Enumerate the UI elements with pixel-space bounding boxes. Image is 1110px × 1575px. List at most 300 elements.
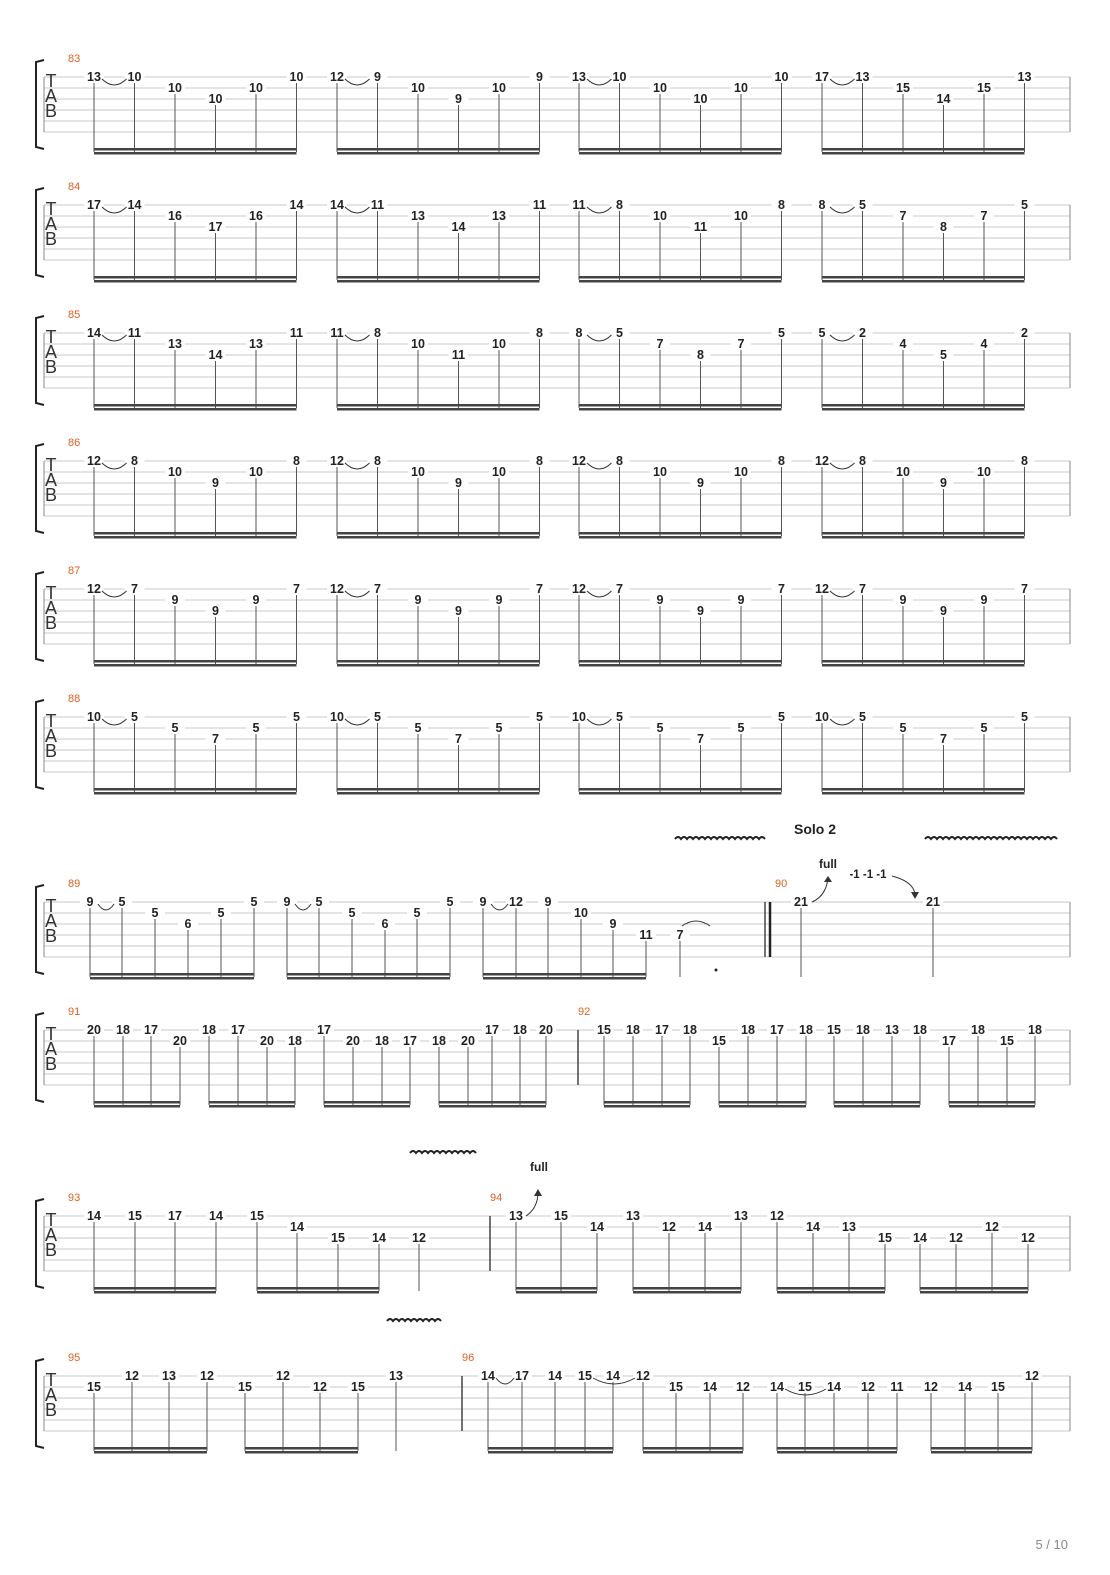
- fret-number: 9: [536, 70, 543, 84]
- tab-clef-letter: A: [44, 86, 58, 106]
- fret-number: 9: [940, 604, 947, 618]
- fret-number: 8: [536, 454, 543, 468]
- fret-number: 15: [597, 1023, 611, 1037]
- fret-number: 5: [217, 906, 225, 920]
- beam: [337, 536, 540, 539]
- fret-number: 8: [778, 454, 785, 468]
- fret-number: 12: [985, 1220, 999, 1234]
- tab-clef-letter: A: [44, 598, 58, 618]
- fret-number: 13: [885, 1023, 899, 1037]
- fret-number: 10: [127, 70, 142, 84]
- beam: [90, 973, 254, 976]
- fret-number: 7: [656, 337, 664, 351]
- fret-number: 7: [1021, 582, 1028, 596]
- fret-number: 20: [346, 1034, 360, 1048]
- fret-number: 14: [806, 1220, 820, 1234]
- beam: [287, 977, 450, 980]
- fret-number: 15: [578, 1369, 592, 1383]
- beam: [94, 532, 297, 535]
- beam: [516, 1291, 597, 1294]
- fret-number: 9: [544, 895, 552, 909]
- fret-number: 7: [536, 582, 543, 596]
- fret-number: 10: [492, 81, 506, 95]
- beam: [257, 1287, 379, 1290]
- fret-number: 8: [374, 454, 381, 468]
- fret-number: 12: [412, 1231, 426, 1245]
- system-bracket: [36, 700, 44, 789]
- fret-number: 13: [509, 1209, 523, 1223]
- fret-number: 5: [293, 710, 300, 724]
- beam: [822, 408, 1025, 411]
- fret-number: 9: [609, 917, 617, 931]
- fret-number: 7: [697, 732, 704, 746]
- fret-number: 14: [590, 1220, 604, 1234]
- fret-number: 8: [616, 454, 623, 468]
- beam: [337, 152, 540, 155]
- fret-number: 9: [697, 476, 704, 490]
- bend-release-label: -1 -1 -1: [849, 869, 887, 881]
- fret-number: 15: [351, 1380, 365, 1394]
- bend-arrow: [534, 1189, 542, 1196]
- fret-number: 10: [896, 465, 910, 479]
- fret-number: 14: [289, 198, 304, 212]
- fret-number: 15: [798, 1380, 812, 1394]
- fret-number: 5: [1021, 198, 1028, 212]
- fret-number: 18: [971, 1023, 985, 1037]
- fret-number: 14: [87, 1209, 101, 1223]
- beam: [94, 788, 297, 791]
- measure-number: 96: [462, 1352, 475, 1364]
- tab-clef-letter: T: [45, 327, 57, 347]
- tab-clef-letter: T: [45, 1210, 57, 1230]
- fret-number: 11: [532, 198, 547, 212]
- vibrato-mark: [387, 1319, 441, 1321]
- beam: [719, 1101, 806, 1104]
- fret-number: 10: [734, 209, 748, 223]
- beam: [516, 1287, 597, 1290]
- fret-number: 7: [859, 582, 866, 596]
- bend-label-full: full: [819, 857, 837, 871]
- slur: [102, 79, 127, 85]
- fret-number: 15: [128, 1209, 142, 1223]
- beam: [579, 532, 782, 535]
- tab-clef-letter: T: [45, 71, 57, 91]
- fret-number: 5: [131, 710, 138, 724]
- slur: [345, 719, 370, 725]
- tab-system: [36, 1319, 1070, 1454]
- fret-number: 20: [260, 1034, 274, 1048]
- fret-number: 15: [827, 1023, 841, 1037]
- tab-clef-letter: B: [44, 613, 58, 633]
- slur: [345, 207, 370, 213]
- slur: [102, 591, 127, 597]
- fret-number: 13: [389, 1369, 403, 1383]
- slur: [295, 904, 311, 910]
- beam: [337, 408, 540, 411]
- fret-number: 9: [495, 593, 503, 607]
- fret-number: 8: [293, 454, 300, 468]
- beam: [643, 1447, 743, 1450]
- fret-number: 8: [778, 198, 785, 212]
- fret-number: 8: [374, 326, 381, 340]
- fret-number: 13: [842, 1220, 856, 1234]
- fret-number: 5: [348, 906, 356, 920]
- tab-clef-letter: A: [44, 214, 58, 234]
- fret-number: 13: [1017, 70, 1032, 84]
- fret-number: 10: [653, 209, 667, 223]
- fret-number: 5: [118, 895, 126, 909]
- fret-number: 5: [252, 721, 260, 735]
- beam: [94, 276, 297, 279]
- tab-system: [36, 181, 1070, 283]
- beam: [245, 1451, 358, 1454]
- system-bracket: [36, 60, 44, 149]
- beam: [931, 1451, 1032, 1454]
- fret-number: 10: [653, 465, 667, 479]
- slur: [345, 591, 370, 597]
- fret-number: 16: [249, 209, 263, 223]
- beam: [337, 792, 540, 795]
- measure-number: 88: [68, 693, 81, 705]
- beam: [324, 1105, 410, 1108]
- fret-number: 13: [87, 70, 101, 84]
- tab-clef-letter: T: [45, 583, 57, 603]
- fret-number: 12: [200, 1369, 214, 1383]
- beam: [94, 152, 297, 155]
- beam: [822, 152, 1025, 155]
- fret-number: 15: [1000, 1034, 1014, 1048]
- tab-clef-letter: A: [44, 1039, 58, 1059]
- tab-clef-letter: B: [44, 485, 58, 505]
- fret-number: 7: [374, 582, 381, 596]
- beam: [94, 1101, 180, 1104]
- fret-number: 15: [250, 1209, 264, 1223]
- beam: [822, 788, 1025, 791]
- fret-number: 17: [485, 1023, 499, 1037]
- fret-number: 5: [778, 710, 785, 724]
- vibrato-mark: [675, 837, 765, 839]
- fret-number: 5: [656, 721, 664, 735]
- beam: [94, 408, 297, 411]
- system-bracket: [36, 316, 44, 405]
- system-bracket: [36, 572, 44, 661]
- fret-number: 7: [616, 582, 623, 596]
- beam: [777, 1287, 885, 1290]
- fret-number: 9: [374, 70, 381, 84]
- fret-number: 5: [374, 710, 381, 724]
- slur: [102, 207, 127, 213]
- fret-number: 14: [606, 1369, 620, 1383]
- fret-number: 10: [774, 70, 789, 84]
- fret-number: 10: [330, 710, 344, 724]
- fret-number: 11: [330, 326, 344, 340]
- beam: [579, 276, 782, 279]
- fret-number: 11: [693, 220, 708, 234]
- fret-number: 9: [455, 604, 462, 618]
- beam: [777, 1451, 897, 1454]
- fret-number: 14: [703, 1380, 717, 1394]
- beam: [209, 1101, 295, 1104]
- fret-number: 17: [231, 1023, 245, 1037]
- beam: [643, 1451, 743, 1454]
- fret-number: 9: [283, 895, 291, 909]
- beam: [245, 1447, 358, 1450]
- fret-number: 20: [539, 1023, 553, 1037]
- fret-number: 11: [639, 928, 653, 942]
- beam: [94, 792, 297, 795]
- fret-number: 12: [815, 582, 829, 596]
- beam: [337, 148, 540, 151]
- fret-number: 13: [492, 209, 506, 223]
- fret-number: 10: [168, 81, 182, 95]
- beam: [94, 280, 297, 283]
- fret-number: 12: [330, 582, 344, 596]
- beam: [94, 404, 297, 407]
- beam: [94, 1451, 207, 1454]
- tab-clef-letter: A: [44, 342, 58, 362]
- release-curve: [892, 876, 915, 896]
- fret-number: 7: [940, 732, 947, 746]
- beam: [337, 532, 540, 535]
- fret-number: 4: [899, 337, 907, 351]
- slur: [830, 207, 855, 213]
- fret-number: 8: [697, 348, 704, 362]
- slur: [830, 79, 855, 85]
- fret-number: 14: [481, 1369, 495, 1383]
- system-bracket: [36, 1199, 44, 1288]
- fret-number: 17: [168, 1209, 182, 1223]
- fret-number: 12: [87, 582, 101, 596]
- fret-number: 21: [794, 895, 808, 909]
- tab-system: [36, 437, 1070, 539]
- beam: [94, 660, 297, 663]
- tab-clef-letter: B: [44, 1400, 58, 1420]
- fret-number: 7: [676, 928, 684, 942]
- beam: [439, 1101, 546, 1104]
- fret-number: 9: [86, 895, 94, 909]
- vibrato-mark: [925, 837, 1057, 839]
- fret-number: 18: [513, 1023, 527, 1037]
- fret-number: 8: [131, 454, 138, 468]
- beam: [579, 788, 782, 791]
- fret-number: 10: [411, 465, 425, 479]
- beam: [337, 404, 540, 407]
- fret-number: 15: [554, 1209, 568, 1223]
- beam: [488, 1447, 613, 1450]
- fret-number: 12: [125, 1369, 139, 1383]
- fret-number: 12: [572, 582, 586, 596]
- slur: [587, 463, 612, 469]
- system-bracket: [36, 188, 44, 277]
- beam: [209, 1105, 295, 1108]
- beam: [579, 536, 782, 539]
- fret-number: 14: [936, 92, 951, 106]
- fret-number: 20: [461, 1034, 475, 1048]
- beam: [633, 1287, 741, 1290]
- measure-number: 84: [68, 181, 81, 193]
- fret-number: 10: [612, 70, 627, 84]
- tab-clef-letter: A: [44, 1385, 58, 1405]
- fret-number: 9: [212, 476, 219, 490]
- fret-number: 11: [370, 198, 385, 212]
- beam: [579, 280, 782, 283]
- tab-system: [36, 693, 1070, 795]
- tab-system: [36, 565, 1070, 667]
- beam: [488, 1451, 613, 1454]
- fret-number: 6: [381, 917, 389, 931]
- fret-number: 10: [249, 81, 263, 95]
- fret-number: 17: [655, 1023, 669, 1037]
- fret-number: 12: [1025, 1369, 1039, 1383]
- fret-number: 17: [317, 1023, 331, 1037]
- tab-system: [36, 837, 1070, 980]
- fret-number: 5: [616, 326, 623, 340]
- fret-number: 12: [572, 454, 586, 468]
- fret-number: 7: [980, 209, 988, 223]
- fret-number: 5: [446, 895, 454, 909]
- system-bracket: [36, 1359, 44, 1448]
- slur: [98, 904, 114, 910]
- fret-number: 5: [859, 198, 866, 212]
- fret-number: 15: [669, 1380, 683, 1394]
- beam: [94, 1447, 207, 1450]
- tab-clef-letter: T: [45, 455, 57, 475]
- tab-clef-letter: T: [45, 199, 57, 219]
- fret-number: 5: [859, 710, 866, 724]
- fret-number: 17: [942, 1034, 956, 1048]
- fret-number: 5: [778, 326, 785, 340]
- fret-number: 13: [734, 1209, 748, 1223]
- tab-clef-letter: T: [45, 711, 57, 731]
- fret-number: 12: [736, 1380, 750, 1394]
- beam: [337, 660, 540, 663]
- fret-number: 13: [249, 337, 263, 351]
- beam: [337, 788, 540, 791]
- fret-number: 10: [693, 92, 708, 106]
- beam: [834, 1105, 920, 1108]
- beam: [579, 664, 782, 667]
- fret-number: 11: [451, 348, 466, 362]
- fret-number: 5: [171, 721, 179, 735]
- measure-number: 87: [68, 565, 81, 577]
- fret-number: 5: [413, 906, 421, 920]
- slur: [345, 463, 370, 469]
- slur: [491, 904, 508, 910]
- tab-system: [36, 309, 1070, 411]
- fret-number: 5: [616, 710, 623, 724]
- fret-number: 20: [173, 1034, 187, 1048]
- beam: [822, 532, 1025, 535]
- fret-number: 5: [818, 326, 826, 340]
- fret-number: 17: [144, 1023, 158, 1037]
- tab-clef-letter: B: [44, 1054, 58, 1074]
- fret-number: 14: [451, 220, 466, 234]
- fret-number: 6: [184, 917, 192, 931]
- beam: [949, 1105, 1035, 1108]
- bend-arrow: [824, 876, 832, 882]
- fret-number: 12: [770, 1209, 784, 1223]
- tab-clef-letter: B: [44, 926, 58, 946]
- fret-number: 10: [734, 81, 748, 95]
- fret-number: 5: [151, 906, 159, 920]
- fret-number: 18: [1028, 1023, 1042, 1037]
- fret-number: 14: [372, 1231, 386, 1245]
- fret-number: 18: [202, 1023, 216, 1037]
- beam: [337, 664, 540, 667]
- slur: [830, 719, 855, 725]
- fret-number: 18: [375, 1034, 389, 1048]
- fret-number: 14: [209, 1209, 223, 1223]
- fret-number: 12: [87, 454, 101, 468]
- fret-number: 18: [288, 1034, 302, 1048]
- release-arrow: [911, 892, 919, 899]
- fret-number: 18: [626, 1023, 640, 1037]
- fret-number: 11: [127, 326, 142, 340]
- bend-label-full: full: [530, 1160, 548, 1174]
- tab-clef-letter: T: [45, 1024, 57, 1044]
- fret-number: 12: [509, 895, 523, 909]
- fret-number: 10: [168, 465, 182, 479]
- slur: [830, 463, 855, 469]
- beam: [579, 408, 782, 411]
- beam: [257, 1291, 379, 1294]
- tab-clef-letter: B: [44, 741, 58, 761]
- slur: [496, 1378, 514, 1384]
- measure-number: 95: [68, 1352, 81, 1364]
- fret-number: 4: [980, 337, 988, 351]
- fret-number: 9: [252, 593, 260, 607]
- fret-number: 5: [495, 721, 503, 735]
- fret-number: 18: [683, 1023, 697, 1037]
- fret-number: 15: [331, 1231, 345, 1245]
- fret-number: 14: [827, 1380, 841, 1394]
- beam: [579, 660, 782, 663]
- tab-clef-letter: B: [44, 101, 58, 121]
- fret-number: 12: [815, 454, 829, 468]
- fret-number: 15: [238, 1380, 252, 1394]
- fret-number: 9: [212, 604, 219, 618]
- fret-number: 8: [536, 326, 543, 340]
- beam: [920, 1287, 1028, 1290]
- tab-clef-letter: B: [44, 229, 58, 249]
- slur: [345, 79, 370, 85]
- beam: [579, 792, 782, 795]
- fret-number: 10: [411, 337, 425, 351]
- fret-number: 14: [913, 1231, 927, 1245]
- beam: [822, 404, 1025, 407]
- beam: [822, 664, 1025, 667]
- fret-number: 12: [276, 1369, 290, 1383]
- fret-number: 9: [656, 593, 664, 607]
- page-number: 5 / 10: [1035, 1537, 1068, 1552]
- slur: [102, 719, 127, 725]
- fret-number: 10: [249, 465, 263, 479]
- fret-number: 8: [1021, 454, 1028, 468]
- beam: [579, 404, 782, 407]
- beam: [822, 280, 1025, 283]
- fret-number: 2: [1021, 326, 1028, 340]
- fret-number: 11: [890, 1380, 904, 1394]
- fret-number: 14: [127, 198, 142, 212]
- beam: [90, 977, 254, 980]
- beam: [94, 1105, 180, 1108]
- tab-clef-letter: T: [45, 896, 57, 916]
- fret-number: 8: [940, 220, 947, 234]
- tab-clef-letter: B: [44, 357, 58, 377]
- measure-number: 83: [68, 53, 81, 65]
- fret-number: 12: [924, 1380, 938, 1394]
- fret-number: 17: [208, 220, 223, 234]
